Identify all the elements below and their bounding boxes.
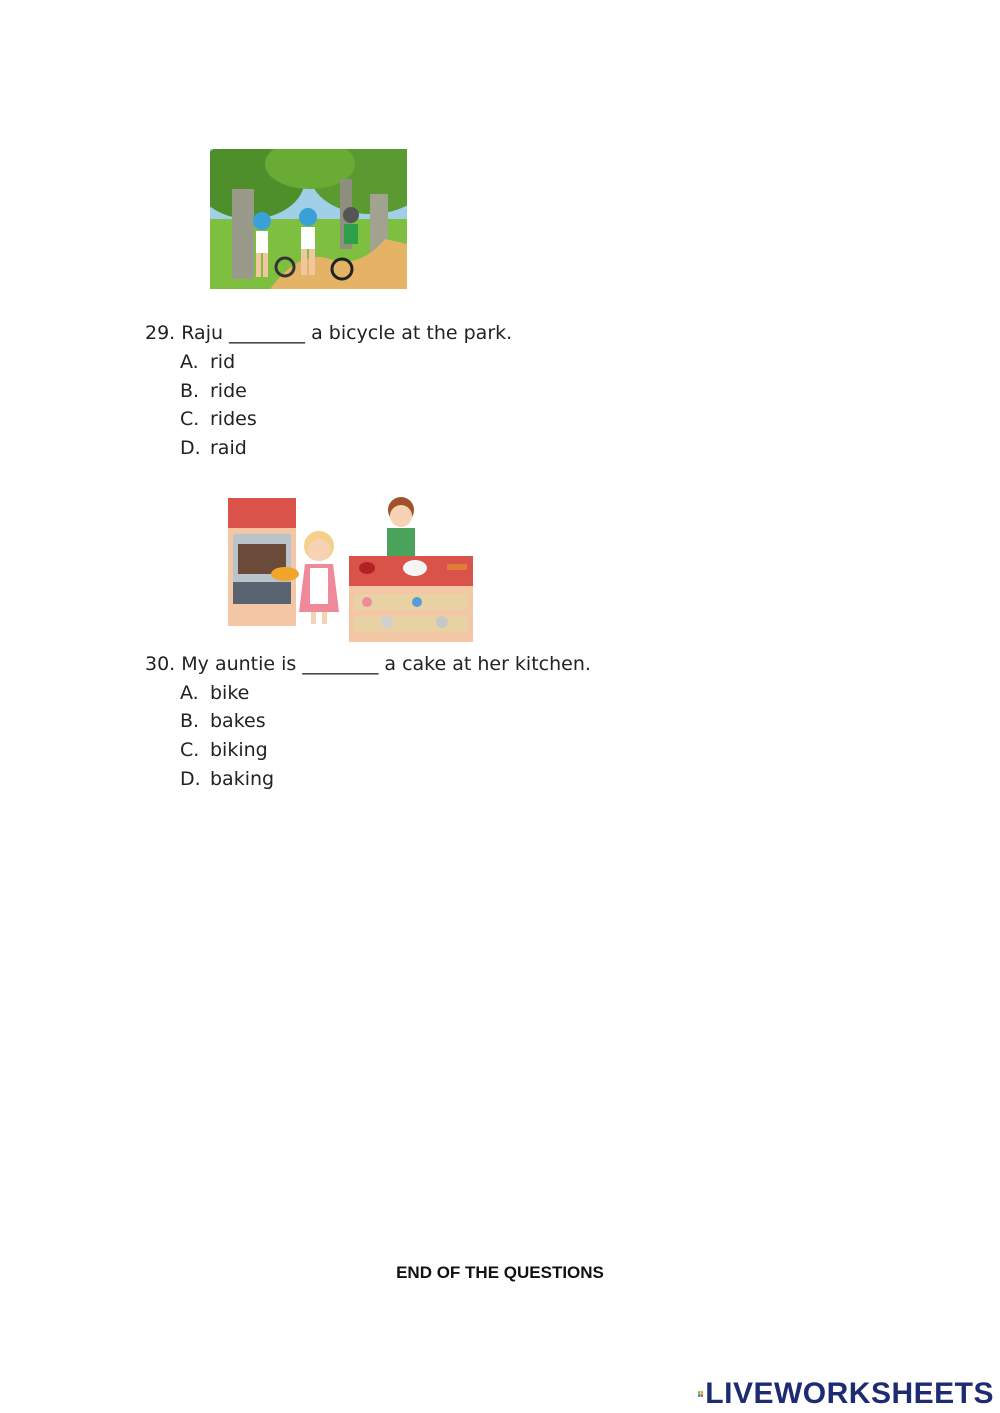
park-bicycle-illustration (210, 149, 407, 289)
option-letter: C. (180, 739, 200, 761)
question-text: Raju ________ a bicycle at the park. (181, 322, 513, 344)
option-29-d[interactable] (180, 436, 247, 460)
option-29-c[interactable] (180, 407, 257, 431)
brand-name: LIVEWORKSHEETS (705, 1377, 994, 1410)
option-30-b[interactable] (180, 709, 266, 733)
option-letter: D. (180, 437, 201, 459)
question-number: 29. (145, 322, 176, 344)
liveworksheets-logo-icon (698, 1381, 703, 1407)
question-text: My auntie is ________ a cake at her kitchen. (181, 653, 591, 675)
option-29-a[interactable] (180, 350, 235, 374)
question-30 (145, 652, 591, 676)
option-30-d[interactable] (180, 767, 274, 791)
option-text: rides (210, 408, 257, 430)
option-letter: A. (180, 682, 199, 704)
option-text: ride (210, 380, 247, 402)
liveworksheets-logo[interactable] (698, 1377, 994, 1411)
question-29 (145, 321, 512, 345)
option-text: bike (210, 682, 250, 704)
option-text: baking (210, 768, 275, 790)
option-letter: A. (180, 351, 199, 373)
option-30-c[interactable] (180, 738, 268, 762)
option-letter: D. (180, 768, 201, 790)
kitchen-baking-illustration (227, 494, 475, 642)
question-number: 30. (145, 653, 176, 675)
option-30-a[interactable] (180, 681, 249, 705)
end-of-questions-note: END OF THE QUESTIONS (396, 1263, 604, 1282)
option-letter: B. (180, 710, 200, 732)
option-text: biking (210, 739, 268, 761)
option-text: rid (210, 351, 236, 373)
option-text: bakes (210, 710, 266, 732)
option-29-b[interactable] (180, 379, 247, 403)
option-letter: B. (180, 380, 200, 402)
option-text: raid (210, 437, 247, 459)
option-letter: C. (180, 408, 200, 430)
